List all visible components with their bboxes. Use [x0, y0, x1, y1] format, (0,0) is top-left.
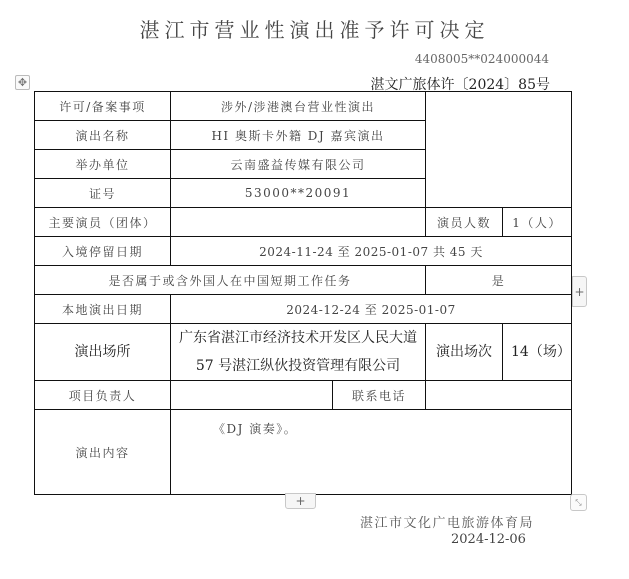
local-dates-label: 本地演出日期: [35, 295, 171, 324]
performer-count-value[interactable]: 1（人）: [503, 208, 572, 237]
manager-value[interactable]: [171, 381, 333, 410]
blank-cell[interactable]: [426, 92, 572, 208]
add-column-button[interactable]: +: [572, 276, 587, 307]
performers-label: 主要演员（团体）: [35, 208, 171, 237]
license-value[interactable]: 53000**20091: [171, 179, 426, 208]
table-row: [35, 237, 572, 266]
table-row: [35, 410, 572, 495]
table-row: [35, 208, 572, 237]
table-row: [35, 92, 572, 121]
performers-value[interactable]: [171, 208, 426, 237]
document-number: 4408005**024000044: [414, 52, 549, 66]
table-row: [35, 381, 572, 410]
table-resize-icon[interactable]: ⤡: [570, 494, 587, 511]
manager-label: 项目负责人: [35, 381, 171, 410]
table-move-icon[interactable]: ✥: [15, 75, 30, 90]
entry-dates-value[interactable]: 2024-11-24 至 2025-01-07 共 45 天: [171, 237, 572, 266]
content-value[interactable]: 《DJ 演奏》。: [171, 410, 572, 495]
table-row: [35, 266, 572, 295]
foreign-work-value[interactable]: 是: [426, 266, 572, 295]
permit-form-table: [34, 91, 572, 495]
document-title: 湛江市营业性演出准予许可决定: [139, 18, 490, 42]
venue-value[interactable]: 广东省湛江市经济技术开发区人民大道 57 号湛江纵伙投资管理有限公司: [171, 324, 426, 381]
permit-number: 湛文广旅体许〔2024〕85号: [370, 77, 550, 93]
show-name-label: 演出名称: [35, 121, 171, 150]
content-label: 演出内容: [35, 410, 171, 495]
add-row-button[interactable]: +: [285, 493, 316, 509]
table-row: [35, 295, 572, 324]
organizer-label: 举办单位: [35, 150, 171, 179]
phone-value[interactable]: [426, 381, 572, 410]
license-label: 证号: [35, 179, 171, 208]
organizer-value[interactable]: 云南盛益传媒有限公司: [171, 150, 426, 179]
phone-label: 联系电话: [333, 381, 426, 410]
issuing-authority: 湛江市文化广电旅游体育局: [360, 516, 535, 531]
foreign-work-label: 是否属于或含外国人在中国短期工作任务: [35, 266, 426, 295]
sessions-value[interactable]: 14（场）: [503, 324, 572, 381]
venue-label: 演出场所: [35, 324, 171, 381]
item-label: 许可/备案事项: [35, 92, 171, 121]
local-dates-value[interactable]: 2024-12-24 至 2025-01-07: [171, 295, 572, 324]
issue-date: 2024-12-06: [451, 532, 526, 547]
table-row: [35, 324, 572, 381]
performer-count-label: 演员人数: [426, 208, 503, 237]
entry-dates-label: 入境停留日期: [35, 237, 171, 266]
item-value[interactable]: 涉外/涉港澳台营业性演出: [171, 92, 426, 121]
show-name-value[interactable]: HI 奥斯卡外籍 DJ 嘉宾演出: [171, 121, 426, 150]
sessions-label: 演出场次: [426, 324, 503, 381]
